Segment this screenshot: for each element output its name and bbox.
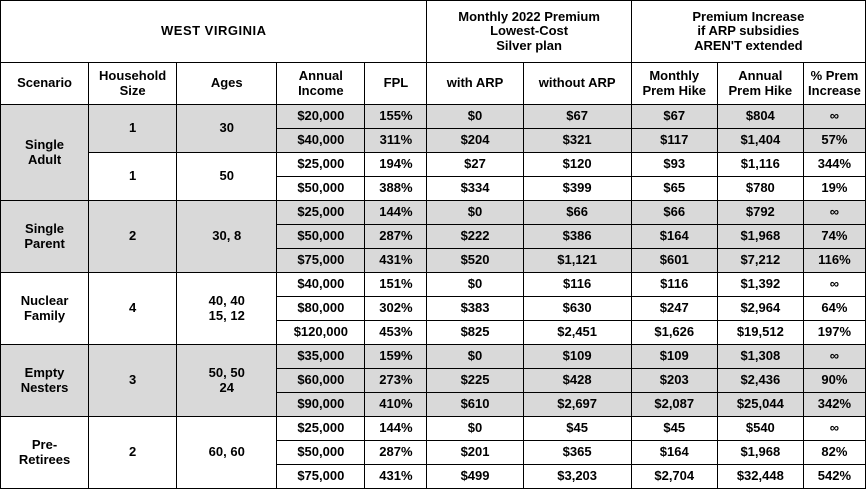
- scenario-label: Empty Nesters: [1, 345, 89, 417]
- household-size-value: 1: [89, 153, 177, 201]
- cell-annual_prem_hike: $1,968: [717, 441, 803, 465]
- cell-with_arp: $610: [427, 393, 523, 417]
- cell-fpl: 194%: [365, 153, 427, 177]
- cell-annual_prem_hike: $1,968: [717, 225, 803, 249]
- column-header-without_arp: without ARP: [523, 63, 631, 105]
- cell-with_arp: $825: [427, 321, 523, 345]
- cell-annual_income: $120,000: [277, 321, 365, 345]
- cell-annual_income: $50,000: [277, 441, 365, 465]
- cell-pct_prem_increase: ∞: [803, 105, 865, 129]
- column-header-household_size: Household Size: [89, 63, 177, 105]
- cell-annual_prem_hike: $540: [717, 417, 803, 441]
- column-header-ages: Ages: [177, 63, 277, 105]
- cell-pct_prem_increase: ∞: [803, 345, 865, 369]
- cell-annual_prem_hike: $1,404: [717, 129, 803, 153]
- cell-pct_prem_increase: ∞: [803, 201, 865, 225]
- cell-annual_income: $25,000: [277, 417, 365, 441]
- cell-without_arp: $630: [523, 297, 631, 321]
- cell-fpl: 155%: [365, 105, 427, 129]
- cell-without_arp: $109: [523, 345, 631, 369]
- cell-monthly_prem_hike: $109: [631, 345, 717, 369]
- cell-pct_prem_increase: 344%: [803, 153, 865, 177]
- cell-monthly_prem_hike: $1,626: [631, 321, 717, 345]
- cell-with_arp: $204: [427, 129, 523, 153]
- cell-pct_prem_increase: 542%: [803, 465, 865, 489]
- cell-monthly_prem_hike: $2,087: [631, 393, 717, 417]
- cell-fpl: 388%: [365, 177, 427, 201]
- cell-with_arp: $383: [427, 297, 523, 321]
- cell-with_arp: $222: [427, 225, 523, 249]
- cell-annual_income: $60,000: [277, 369, 365, 393]
- cell-fpl: 431%: [365, 249, 427, 273]
- cell-without_arp: $67: [523, 105, 631, 129]
- column-header-with_arp: with ARP: [427, 63, 523, 105]
- cell-pct_prem_increase: 342%: [803, 393, 865, 417]
- cell-annual_income: $50,000: [277, 225, 365, 249]
- cell-without_arp: $2,451: [523, 321, 631, 345]
- cell-without_arp: $1,121: [523, 249, 631, 273]
- scenario-label: Pre- Retirees: [1, 417, 89, 489]
- household-size-value: 1: [89, 105, 177, 153]
- cell-annual_income: $50,000: [277, 177, 365, 201]
- cell-annual_prem_hike: $792: [717, 201, 803, 225]
- group-header-premium-plan: Monthly 2022 Premium Lowest-Cost Silver plan: [427, 1, 631, 63]
- cell-monthly_prem_hike: $117: [631, 129, 717, 153]
- cell-fpl: 159%: [365, 345, 427, 369]
- cell-without_arp: $428: [523, 369, 631, 393]
- cell-monthly_prem_hike: $601: [631, 249, 717, 273]
- cell-pct_prem_increase: 197%: [803, 321, 865, 345]
- cell-monthly_prem_hike: $66: [631, 201, 717, 225]
- cell-monthly_prem_hike: $2,704: [631, 465, 717, 489]
- cell-without_arp: $2,697: [523, 393, 631, 417]
- cell-fpl: 144%: [365, 417, 427, 441]
- column-header-pct_prem_increase: % Prem Increase: [803, 63, 865, 105]
- cell-with_arp: $520: [427, 249, 523, 273]
- household-size-value: 4: [89, 273, 177, 345]
- cell-without_arp: $321: [523, 129, 631, 153]
- cell-annual_prem_hike: $1,308: [717, 345, 803, 369]
- cell-without_arp: $45: [523, 417, 631, 441]
- cell-with_arp: $0: [427, 105, 523, 129]
- table-row: [1, 153, 866, 177]
- cell-annual_income: $20,000: [277, 105, 365, 129]
- cell-pct_prem_increase: 90%: [803, 369, 865, 393]
- cell-fpl: 410%: [365, 393, 427, 417]
- cell-fpl: 453%: [365, 321, 427, 345]
- column-header-annual_prem_hike: Annual Prem Hike: [717, 63, 803, 105]
- cell-without_arp: $66: [523, 201, 631, 225]
- cell-without_arp: $399: [523, 177, 631, 201]
- cell-fpl: 287%: [365, 441, 427, 465]
- cell-pct_prem_increase: 19%: [803, 177, 865, 201]
- cell-without_arp: $116: [523, 273, 631, 297]
- cell-annual_income: $25,000: [277, 201, 365, 225]
- ages-value: 30: [177, 105, 277, 153]
- cell-with_arp: $225: [427, 369, 523, 393]
- table-row: [1, 105, 866, 129]
- cell-pct_prem_increase: ∞: [803, 273, 865, 297]
- cell-annual_income: $75,000: [277, 465, 365, 489]
- cell-annual_prem_hike: $19,512: [717, 321, 803, 345]
- table-header-row-columns: [1, 63, 866, 105]
- cell-monthly_prem_hike: $116: [631, 273, 717, 297]
- cell-fpl: 287%: [365, 225, 427, 249]
- cell-annual_prem_hike: $2,436: [717, 369, 803, 393]
- scenario-label: Nuclear Family: [1, 273, 89, 345]
- cell-pct_prem_increase: 74%: [803, 225, 865, 249]
- cell-pct_prem_increase: 64%: [803, 297, 865, 321]
- cell-annual_income: $90,000: [277, 393, 365, 417]
- cell-monthly_prem_hike: $203: [631, 369, 717, 393]
- household-size-value: 2: [89, 201, 177, 273]
- scenario-label: Single Adult: [1, 105, 89, 201]
- table-row: [1, 273, 866, 297]
- cell-annual_prem_hike: $7,212: [717, 249, 803, 273]
- cell-annual_prem_hike: $1,392: [717, 273, 803, 297]
- cell-monthly_prem_hike: $45: [631, 417, 717, 441]
- table-row: [1, 201, 866, 225]
- cell-fpl: 151%: [365, 273, 427, 297]
- ages-value: 60, 60: [177, 417, 277, 489]
- group-header-premium-increase: Premium Increase if ARP subsidies AREN'T extended: [631, 1, 865, 63]
- column-header-fpl: FPL: [365, 63, 427, 105]
- column-header-scenario: Scenario: [1, 63, 89, 105]
- cell-annual_prem_hike: $780: [717, 177, 803, 201]
- cell-with_arp: $0: [427, 345, 523, 369]
- cell-monthly_prem_hike: $67: [631, 105, 717, 129]
- cell-monthly_prem_hike: $164: [631, 225, 717, 249]
- cell-annual_income: $25,000: [277, 153, 365, 177]
- cell-pct_prem_increase: ∞: [803, 417, 865, 441]
- cell-without_arp: $386: [523, 225, 631, 249]
- cell-annual_income: $40,000: [277, 129, 365, 153]
- ages-value: 30, 8: [177, 201, 277, 273]
- cell-with_arp: $0: [427, 201, 523, 225]
- household-size-value: 3: [89, 345, 177, 417]
- cell-annual_prem_hike: $25,044: [717, 393, 803, 417]
- column-header-monthly_prem_hike: Monthly Prem Hike: [631, 63, 717, 105]
- cell-fpl: 311%: [365, 129, 427, 153]
- cell-annual_prem_hike: $1,116: [717, 153, 803, 177]
- table-row: [1, 417, 866, 441]
- cell-annual_prem_hike: $804: [717, 105, 803, 129]
- ages-value: 40, 40 15, 12: [177, 273, 277, 345]
- cell-without_arp: $120: [523, 153, 631, 177]
- ages-value: 50: [177, 153, 277, 201]
- cell-without_arp: $3,203: [523, 465, 631, 489]
- cell-annual_prem_hike: $2,964: [717, 297, 803, 321]
- cell-pct_prem_increase: 116%: [803, 249, 865, 273]
- cell-with_arp: $499: [427, 465, 523, 489]
- cell-with_arp: $334: [427, 177, 523, 201]
- scenario-label: Single Parent: [1, 201, 89, 273]
- table-header-row-groups: [1, 1, 866, 63]
- cell-fpl: 302%: [365, 297, 427, 321]
- cell-with_arp: $27: [427, 153, 523, 177]
- cell-fpl: 431%: [365, 465, 427, 489]
- cell-annual_prem_hike: $32,448: [717, 465, 803, 489]
- cell-monthly_prem_hike: $65: [631, 177, 717, 201]
- household-size-value: 2: [89, 417, 177, 489]
- cell-without_arp: $365: [523, 441, 631, 465]
- table-row: [1, 345, 866, 369]
- cell-pct_prem_increase: 82%: [803, 441, 865, 465]
- cell-with_arp: $201: [427, 441, 523, 465]
- cell-fpl: 273%: [365, 369, 427, 393]
- cell-annual_income: $40,000: [277, 273, 365, 297]
- cell-annual_income: $80,000: [277, 297, 365, 321]
- cell-with_arp: $0: [427, 273, 523, 297]
- cell-monthly_prem_hike: $247: [631, 297, 717, 321]
- cell-with_arp: $0: [427, 417, 523, 441]
- cell-pct_prem_increase: 57%: [803, 129, 865, 153]
- cell-fpl: 144%: [365, 201, 427, 225]
- column-header-annual_income: Annual Income: [277, 63, 365, 105]
- cell-monthly_prem_hike: $93: [631, 153, 717, 177]
- page-title: WEST VIRGINIA: [1, 1, 427, 63]
- cell-annual_income: $35,000: [277, 345, 365, 369]
- ages-value: 50, 50 24: [177, 345, 277, 417]
- cell-annual_income: $75,000: [277, 249, 365, 273]
- cell-monthly_prem_hike: $164: [631, 441, 717, 465]
